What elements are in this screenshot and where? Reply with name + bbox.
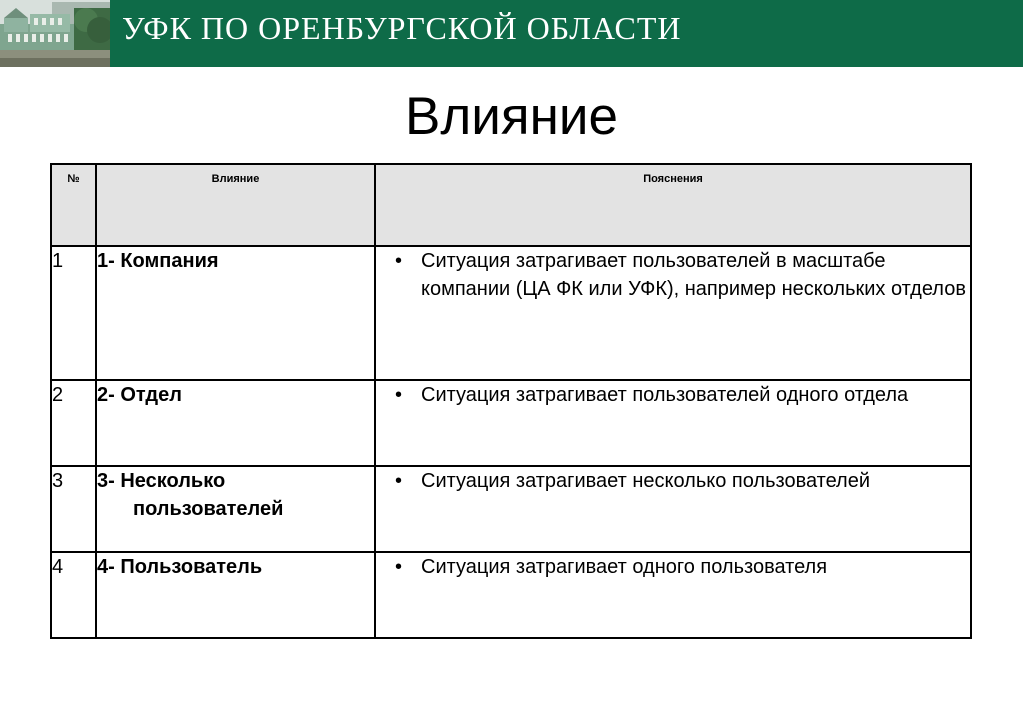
impact-label-continued: пользователей	[133, 498, 284, 520]
table-row	[51, 380, 971, 466]
header-banner	[0, 0, 1023, 67]
bullet-marker: •	[394, 556, 402, 578]
bullet-item	[376, 553, 970, 581]
table-row	[51, 466, 971, 552]
header-impact: Влияние	[96, 164, 375, 246]
explanation-text: Ситуация затрагивает пользователей одного отдела	[421, 384, 909, 406]
row-impact	[96, 246, 375, 380]
impact-label: 2- Отдел	[97, 384, 182, 406]
table-row	[51, 552, 971, 638]
row-number: 4	[51, 552, 96, 638]
impact-label: 1- Компания	[97, 250, 219, 272]
impact-label: 3- Несколько	[97, 470, 226, 492]
bullet-item	[376, 247, 970, 303]
bullet-marker: •	[394, 384, 402, 406]
impact-table	[50, 163, 972, 639]
building-photo	[0, 0, 110, 67]
header-number: №	[51, 164, 96, 246]
bullet-marker: •	[394, 470, 402, 492]
impact-label: 4- Пользователь	[97, 556, 263, 578]
row-number: 3	[51, 466, 96, 552]
table-row	[51, 246, 971, 380]
building-illustration	[0, 0, 110, 67]
row-number: 2	[51, 380, 96, 466]
explanation-text: Ситуация затрагивает пользователей в масштабе компании (ЦА ФК или УФК), например нескольких отделов	[421, 250, 966, 300]
row-impact	[96, 466, 375, 552]
explanation-text: Ситуация затрагивает несколько пользователей	[421, 470, 871, 492]
row-explanation	[375, 552, 971, 638]
row-number: 1	[51, 246, 96, 380]
row-explanation	[375, 380, 971, 466]
row-explanation	[375, 246, 971, 380]
bullet-item	[376, 467, 970, 495]
explanation-text: Ситуация затрагивает одного пользователя	[421, 556, 828, 578]
row-impact	[96, 380, 375, 466]
row-impact	[96, 552, 375, 638]
bullet-item	[376, 381, 970, 409]
row-explanation	[375, 466, 971, 552]
organization-title: УФК ПО ОРЕНБУРГСКОЙ ОБЛАСТИ	[122, 10, 682, 46]
bullet-marker: •	[394, 250, 402, 272]
table-header-row	[51, 164, 971, 246]
header-explanation: Пояснения	[375, 164, 971, 246]
slide-title: Влияние	[405, 87, 618, 146]
